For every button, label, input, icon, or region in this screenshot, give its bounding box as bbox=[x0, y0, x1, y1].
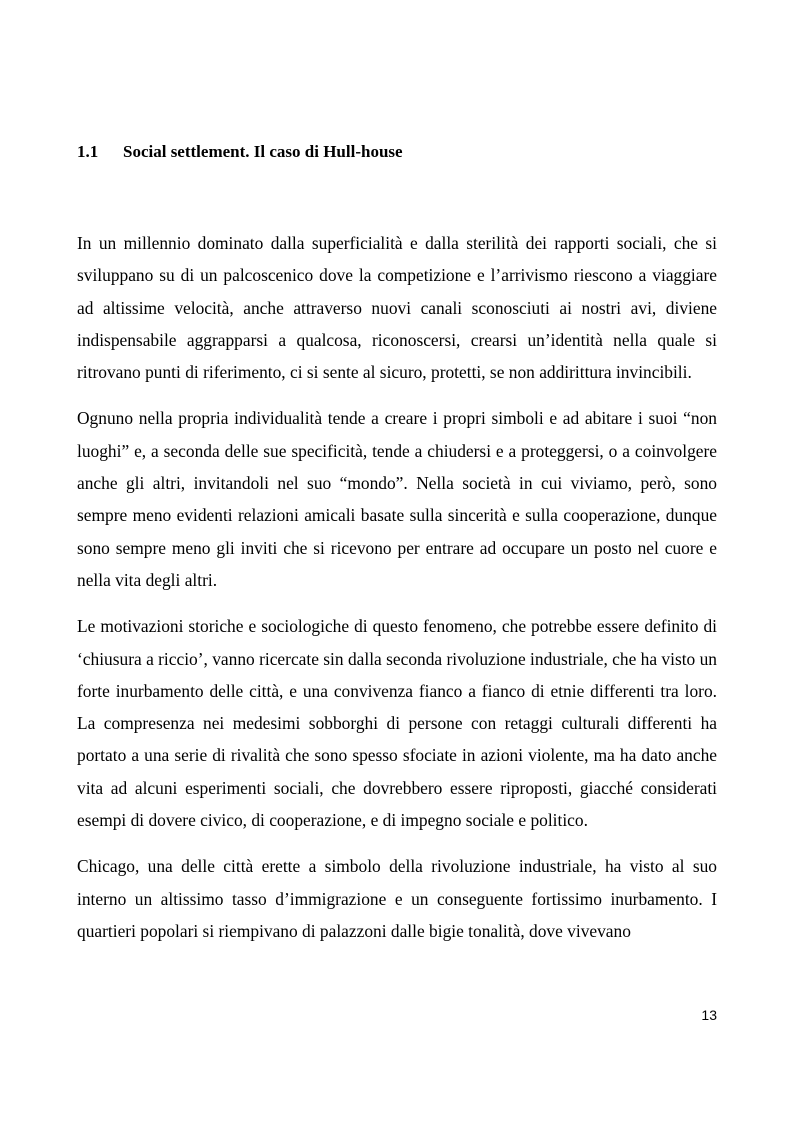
body-text bbox=[77, 227, 717, 961]
section-heading bbox=[77, 139, 717, 165]
section-title: Social settlement. Il caso di Hull-house bbox=[123, 142, 403, 161]
section-number: 1.1 bbox=[77, 142, 99, 161]
page-number: 13 bbox=[701, 1007, 717, 1023]
paragraph-3: Le motivazioni storiche e sociologiche di questo fenomeno, che potrebbe essere definito di ‘chiusura a riccio’, vanno ricercate sin dalla seconda rivoluzione industriale, che ha visto un forte inurbamento delle città, e una convivenza fianco a fianco di etnie differenti tra loro. La compresenza nei medesimi sobborghi di persone con retaggi culturali differenti ha portato a una serie di rivalità che sono spesso sfociate in azioni violente, ma ha dato anche vita ad alcuni esperimenti sociali, che dovrebbero essere riproposti, giacché considerati esempi di dovere civico, di cooperazione, e di impegno sociale e politico. bbox=[77, 616, 717, 831]
paragraph-1: In un millennio dominato dalla superficialità e dalla sterilità dei rapporti sociali, che si sviluppano su di un palcoscenico dove la competizione e l’arrivismo riescono a viaggiare ad altissime velocità, anche attraverso nuovi canali sconosciuti ai nostri avi, diviene indispensabile aggrapparsi a qualcosa, riconoscersi, crearsi un’identità nella quale si ritrovano punti di riferimento, ci si sente al sicuro, protetti, se non addirittura invincibili. bbox=[77, 233, 717, 383]
paragraph-2: Ognuno nella propria individualità tende a creare i propri simboli e ad abitare i suoi “non luoghi” e, a seconda delle sue specificità, tende a chiudersi e a proteggersi, o a coinvolgere anche gli altri, invitandoli nel suo “mondo”. Nella società in cui viviamo, però, sono sempre meno evidenti relazioni amicali basate sulla sincerità e sulla cooperazione, dunque sono sempre meno gli inviti che si ricevono per entrare ad occupare un posto nel cuore e nella vita degli altri. bbox=[77, 408, 717, 590]
paragraph-4: Chicago, una delle città erette a simbolo della rivoluzione industriale, ha visto al suo interno un altissimo tasso d’immigrazione e un conseguente fortissimo inurbamento. I quartieri popolari si riempivano di palazzoni dalle bigie tonalità, dove vivevano bbox=[77, 856, 717, 941]
